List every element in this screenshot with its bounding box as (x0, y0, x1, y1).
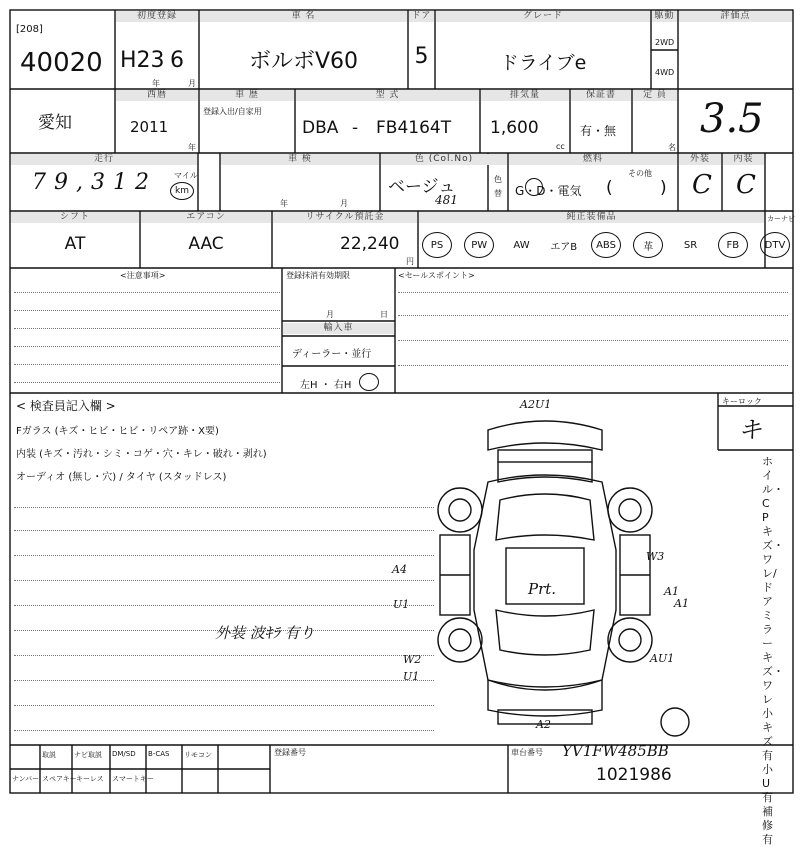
equipment-item: DTV (760, 232, 790, 258)
key-lock-value: キ (738, 416, 762, 444)
recycle-label: リサイクル預託金 (273, 212, 417, 223)
ac-label: エアコン (141, 212, 271, 223)
year-unit: 年 (152, 79, 160, 88)
equipment-item: SR (683, 239, 698, 251)
damage-mark: A4 (392, 563, 407, 576)
mileage-unit: km (170, 182, 194, 200)
color: ベージュ (388, 177, 456, 197)
model-dash: - (352, 118, 359, 138)
drive-2wd: 2WD (655, 38, 675, 47)
footer-option: スマートキー (112, 775, 154, 783)
grade: ドライブe (499, 52, 587, 74)
damage-mark: AU1 (650, 652, 675, 665)
inspection-year-unit: 年 (280, 199, 288, 208)
drive-4wd: 4WD (655, 68, 675, 77)
footer-option: DM/SD (112, 750, 136, 758)
drive-label: 駆動 (652, 11, 677, 22)
exterior-label: 外装 (679, 154, 721, 165)
door-label: ドア (409, 11, 434, 22)
damage-mark: U1 (393, 598, 410, 611)
equipment-item: FB (718, 232, 748, 258)
shift-label: シフト (11, 212, 139, 223)
reg-month: 6 (170, 48, 184, 73)
lane-code: [208] (16, 24, 43, 35)
model-prefix: DBA (302, 118, 339, 138)
equipment-item: PW (464, 232, 494, 258)
damage-mark: A1 (674, 597, 689, 610)
displacement-label: 排気量 (481, 90, 569, 101)
reg-no-label: 登録番号 (274, 748, 306, 757)
notes-day-unit: 日 (380, 310, 388, 319)
interior-label: 内装 (723, 154, 764, 165)
side-list: ホイル・CPキズ・ワレ/ドアミラーキズ・ワレ 小キズ有 小U有 補修有 (762, 455, 784, 846)
auction-sheet (10, 10, 795, 846)
warranty-options: 有・無 (580, 124, 617, 138)
inspector-line-glass: Fガラス (キズ・ヒビ・ヒビ・リペア跡・X要) (16, 426, 219, 437)
equipment-item: AW (513, 239, 530, 251)
interior-grade: C (736, 170, 756, 200)
handwritten-note: 外装 波ｷﾗ 有り (215, 624, 315, 642)
yen-unit: 円 (406, 257, 414, 266)
footer-option: 取説 (42, 751, 56, 759)
inspector-title: < 検査員記入欄 > (16, 399, 116, 413)
equipment-item: 革 (633, 232, 663, 258)
damage-mark: A2 (536, 718, 551, 731)
displacement: 1,600 (490, 118, 539, 138)
damage-mark: U1 (403, 670, 420, 683)
car-name-label: 車 名 (200, 11, 407, 22)
model-year: 2011 (130, 118, 169, 136)
color-no: 481 (435, 193, 458, 207)
score: 3.5 (700, 96, 764, 142)
fuel-other: その他 (628, 169, 652, 178)
equipment-item: エアB (550, 241, 578, 253)
car-navi-label: カーナビ (767, 215, 795, 223)
footer-option: ナビ取説 (74, 751, 102, 759)
footer-option: キーレス (76, 775, 104, 783)
damage-mark: A2U1 (520, 398, 552, 411)
model-year-unit: 年 (188, 143, 196, 152)
key-lock-label: キーロック (722, 397, 762, 406)
region: 愛知 (38, 113, 72, 133)
chassis-number: 1021986 (596, 765, 672, 785)
ac: AAC (188, 234, 224, 254)
mileage: 79,312 (32, 170, 157, 195)
recycle-fee: 22,240 (340, 234, 400, 254)
import-type: ディーラー・並行 (292, 349, 372, 360)
color-change-label: 色替 (494, 175, 502, 198)
fuel-paren-close: ) (660, 178, 667, 198)
color-label: 色 (Col.No) (381, 154, 507, 165)
mileage-label: 走行 (11, 154, 197, 165)
capacity-label: 定 員 (633, 90, 677, 101)
roof-note: Prt. (528, 580, 557, 598)
footer-option: スペアキー (42, 775, 77, 783)
warranty-label: 保証書 (571, 90, 631, 101)
chassis-hand: YV1FW485BB (562, 742, 669, 760)
fuel-options: G・D・電気 (515, 184, 582, 198)
car-name: ボルボV60 (248, 49, 359, 74)
cc-unit: cc (556, 142, 565, 151)
handle-side: 左H ・ 右H (300, 380, 352, 391)
damage-mark: W3 (646, 550, 665, 563)
exterior-grade: C (692, 170, 712, 200)
era-year: H23 (120, 48, 165, 73)
grade-label: グレード (436, 11, 650, 22)
model-code: FB4164T (376, 118, 452, 138)
import-label: 輸入車 (283, 323, 394, 334)
damage-mark: A1 (664, 585, 679, 598)
inspector-line-interior: 内装 (キズ・汚れ・シミ・コゲ・穴・キレ・破れ・剥れ) (16, 449, 267, 460)
capacity-unit: 名 (668, 143, 676, 152)
equipment-label: 純正装備品 (419, 212, 764, 223)
first-reg-label: 初度登録 (116, 11, 198, 22)
notes-label: <注意事項> (120, 271, 166, 280)
inspection-month-unit: 月 (340, 199, 348, 208)
reg-expiry-label: 登録抹消有効期限 (286, 271, 350, 280)
notes-month-unit: 月 (326, 310, 334, 319)
footer-option: リモコン (184, 751, 212, 759)
inspection-label: 車 検 (221, 154, 379, 165)
month-unit: 月 (188, 79, 196, 88)
model-year-label: 西暦 (116, 90, 198, 101)
doors: 5 (414, 44, 429, 69)
shaken-label: 車 歴 (200, 90, 294, 101)
sales-point-label: <セールスポイント> (398, 271, 475, 280)
lot-number: 40020 (20, 48, 103, 78)
fuel-paren-open: ( (606, 178, 613, 198)
chassis-label: 車台番号 (511, 748, 543, 757)
mileage-unit-alt: マイル (174, 171, 198, 180)
footer-option: B-CAS (148, 750, 170, 758)
damage-mark: W2 (403, 653, 422, 666)
shift: AT (64, 234, 86, 254)
footer-option: ナンバー (12, 775, 40, 783)
score-label: 評価点 (679, 11, 792, 22)
shaken-sub: 登録入出/自家用 (203, 107, 262, 116)
equipment-item: ABS (591, 232, 621, 258)
inspector-line-audio: オーディオ (無し・穴) / タイヤ (スタッドレス) (16, 472, 227, 483)
fuel-label: 燃料 (509, 154, 677, 165)
equipment-item: PS (422, 232, 452, 258)
model-label: 型 式 (296, 90, 479, 101)
